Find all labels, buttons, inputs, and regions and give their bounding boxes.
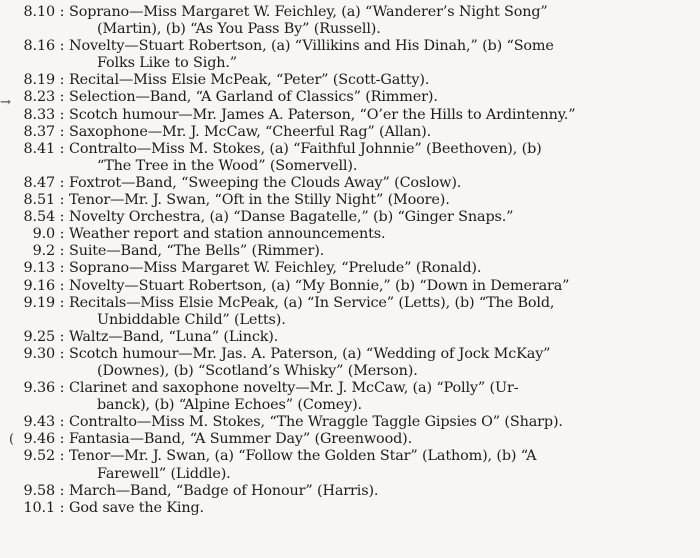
entry-time: 10.1 [23,499,55,516]
entry-separator: : [59,209,65,226]
entry-description [69,4,692,38]
entry-continuation-line: (Downes), (b) “Scotland’s Whisky” (Merson). [97,362,418,379]
entry-line: Tenor—Mr. J. Swan, (a) “Follow the Golden Star” (Lathom), (b) “A [69,448,537,465]
entry-line: Selection—Band, “A Garland of Classics” (Rimmer). [69,89,438,106]
entry-time: 9.13 [23,260,55,277]
programme-entry [0,38,692,72]
entry-separator: : [59,226,65,243]
entry-line: Recital—Miss Elsie McPeak, “Peter” (Scott-Gatty). [69,72,430,89]
entry-line: March—Band, “Badge of Honour” (Harris). [69,482,379,499]
entry-separator: : [59,4,65,20]
entry-description [69,243,692,260]
programme-entry [0,500,692,517]
entry-line: Clarinet and saxophone novelty—Mr. J. McCaw, (a) “Polly” (Ur- [69,380,519,397]
entry-continuation-line: banck), (b) “Alpine Echoes” (Comey). [97,397,362,414]
entry-description [69,72,692,89]
entry-time: 8.47 [23,174,55,191]
entry-separator: : [59,123,65,140]
programme-entry [0,329,692,346]
entry-description [69,209,692,226]
entry-time: 9.58 [23,482,55,499]
entry-line: Contralto—Miss M. Stokes, “The Wraggle Taggle Gipsies O” (Sharp). [69,414,563,431]
entry-continuation-line: “The Tree in the Wood” (Somervell). [97,157,358,174]
entry-line: Foxtrot—Band, “Sweeping the Clouds Away” (Coslow). [69,174,462,191]
entry-time: 9.19 [23,294,55,311]
entry-description [69,141,692,175]
entry-time: 9.0 [32,226,55,243]
entry-separator: : [59,345,65,362]
entry-continuation-line: Unbiddable Child” (Letts). [97,311,286,328]
entry-continuation-line: Folks Like to Sigh.” [97,55,238,72]
entry-description [69,431,692,448]
entry-line: God save the King. [69,499,204,516]
entry-line: Scotch humour—Mr. Jas. A. Paterson, (a) “Wedding of Jock McKay” [69,345,551,362]
entry-description [69,278,692,295]
entry-separator: : [59,328,65,345]
programme-entry [0,4,692,38]
entry-description [69,124,692,141]
programme-entry [0,295,692,329]
entry-separator: : [59,380,65,397]
programme-entry [0,448,692,482]
entry-line: Soprano—Miss Margaret W. Feichley, (a) “Wanderer’s Night Song” [69,4,548,20]
programme-entry [0,431,692,448]
entry-description [69,483,692,500]
programme-entry [0,226,692,243]
entry-time: 9.43 [23,414,55,431]
entry-time: 9.25 [23,328,55,345]
entry-separator: : [59,89,65,106]
entry-separator: : [59,482,65,499]
entry-separator: : [59,72,65,89]
entry-time: 9.46 [23,431,55,448]
entry-separator: : [59,414,65,431]
entry-time: 8.23 [23,89,55,106]
entry-separator: : [59,499,65,516]
programme-entry [0,192,692,209]
entry-description [69,295,692,329]
entry-line: Novelty—Stuart Robertson, (a) “Villikins and His Dinah,” (b) “Some [69,38,554,55]
entry-time: 9.36 [23,380,55,397]
entry-separator: : [59,294,65,311]
programme-entry [0,89,692,106]
entry-continuation-line: (Martin), (b) “As You Pass By” (Russell). [97,21,381,38]
entry-description [69,107,692,124]
entry-separator: : [59,140,65,157]
entry-separator: : [59,38,65,55]
entry-line: Tenor—Mr. J. Swan, “Oft in the Stilly Night” (Moore). [69,192,450,209]
entry-description [69,175,692,192]
entry-separator: : [59,431,65,448]
entry-time: 8.19 [23,72,55,89]
entry-time: 8.37 [23,123,55,140]
entry-time: 8.41 [23,140,55,157]
entry-line: Waltz—Band, “Luna” (Linck). [69,328,279,345]
programme-entry [0,107,692,124]
programme-entry [0,175,692,192]
entry-separator: : [59,277,65,294]
entry-time: 8.54 [23,209,55,226]
entry-description [69,448,692,482]
programme-entry [0,243,692,260]
entry-description [69,346,692,380]
margin-tick-mark: → [0,95,11,110]
entry-time: 9.16 [23,277,55,294]
entry-description [69,260,692,277]
entry-time: 8.33 [23,106,55,123]
programme-entry [0,483,692,500]
programme-entry [0,209,692,226]
programme-entry [0,124,692,141]
entry-line: Novelty Orchestra, (a) “Danse Bagatelle,” (b) “Ginger Snaps.” [69,209,514,226]
entry-description [69,38,692,72]
entry-line: Novelty—Stuart Robertson, (a) “My Bonnie,” (b) “Down in Demerara” [69,277,570,294]
entry-description [69,380,692,414]
entry-description [69,329,692,346]
entry-separator: : [59,174,65,191]
entry-time: 8.51 [23,192,55,209]
entry-description [69,192,692,209]
entry-separator: : [59,192,65,209]
entry-line: Contralto—Miss M. Stokes, (a) “Faithful Johnnie” (Beethoven), (b) [69,140,542,157]
programme-entry [0,72,692,89]
entry-line: Scotch humour—Mr. James A. Paterson, “O’er the Hills to Ardintenny.” [69,106,576,123]
entry-line: Suite—Band, “The Bells” (Rimmer). [69,243,325,260]
programme-entry [0,346,692,380]
programme-entry [0,141,692,175]
entry-time: 8.16 [23,38,55,55]
margin-bracket-mark: ( [9,432,14,447]
programme-entry [0,278,692,295]
entry-line: Soprano—Miss Margaret W. Feichley, “Prelude” (Ronald). [69,260,482,277]
entry-time: 9.2 [32,243,55,260]
entry-line: Fantasia—Band, “A Summer Day” (Greenwood). [69,431,413,448]
programme-entry [0,380,692,414]
entry-line: Recitals—Miss Elsie McPeak, (a) “In Service” (Letts), (b) “The Bold, [69,294,555,311]
entry-time: 9.52 [23,448,55,465]
programme-entry [0,414,692,431]
entry-time: 8.10 [23,4,55,20]
entry-description [69,414,692,431]
entry-line: Weather report and station announcements. [69,226,386,243]
entry-description [69,500,692,517]
entry-separator: : [59,448,65,465]
programme-entry [0,260,692,277]
entry-separator: : [59,243,65,260]
entry-separator: : [59,106,65,123]
entry-continuation-line: Farewell” (Liddle). [97,465,231,482]
entry-description [69,89,692,106]
entry-separator: : [59,260,65,277]
entry-time: 9.30 [23,345,55,362]
entry-description [69,226,692,243]
entry-line: Saxophone—Mr. J. McCaw, “Cheerful Rag” (Allan). [69,123,432,140]
